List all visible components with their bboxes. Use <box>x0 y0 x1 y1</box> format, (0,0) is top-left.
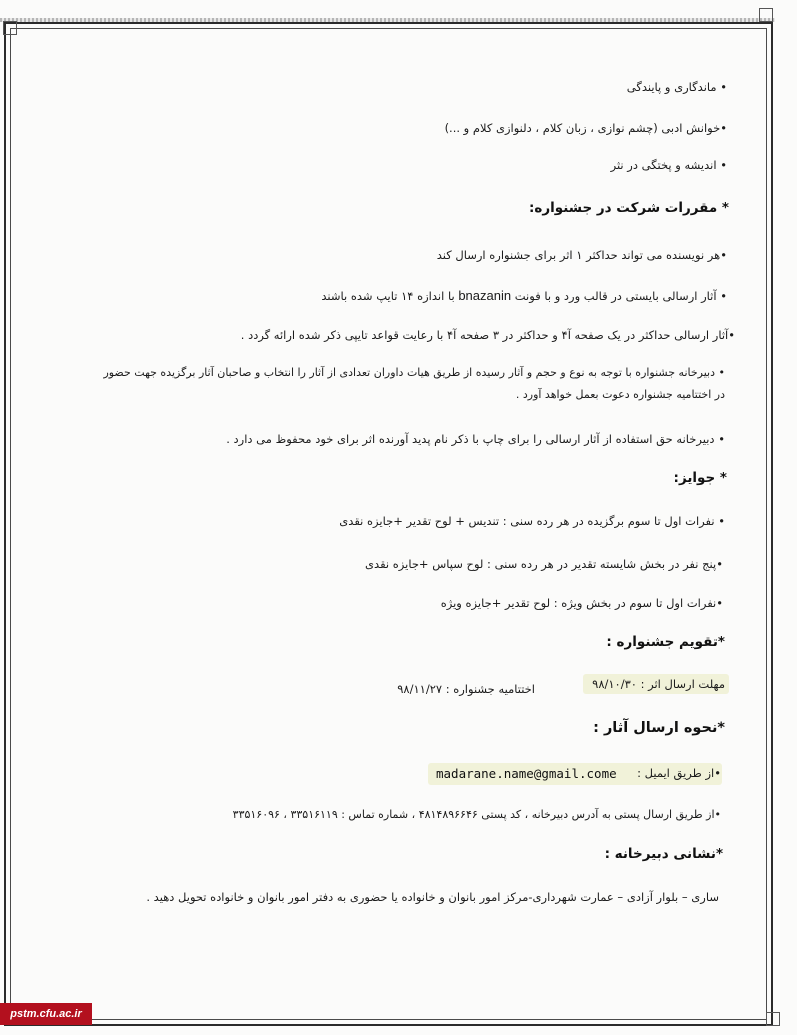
section-heading-calendar: *تقویم جشنواره : <box>606 634 725 650</box>
section-heading-prizes: * جوایز: <box>673 470 727 486</box>
rule-item: • دبیرخانه حق استفاده از آثار ارسالی را برای چاپ با ذکر نام پدید آورنده اثر برای خود محفوظ می دارد . <box>226 432 725 446</box>
bullet-line: • اندیشه و پختگی در نثر <box>610 158 727 172</box>
prize-item: •پنج نفر در بخش شایسته تقدیر در هر رده سنی : لوح سپاس +جایزه نقدی <box>365 557 723 571</box>
rule-item <box>321 288 727 303</box>
section-heading-submission: *نحوه ارسال آثار : <box>593 720 725 736</box>
address-text: ساری – بلوار آزادی – عمارت شهرداری-مرکز امور بانوان و خانواده یا حضوری به دفتر امور بانوان و خانواده تحویل دهید . <box>146 890 719 904</box>
email-label: •از طریق ایمیل : <box>637 766 721 780</box>
rule-item: •آثار ارسالی حداکثر در یک صفحه آ۴ و حداکثر در ۳ صفحه آ۴ با رعایت قواعد تایپی ذکر شده ارائه گردد . <box>240 328 735 342</box>
font-name: bnazanin <box>458 288 512 303</box>
rule-item: • دبیرخانه جشنواره با توجه به نوع و حجم و آثار رسیده از طریق هیات داوران تعدادی از آثار را انتخاب و صاحبان آثار برگزیده جهت حضور <box>103 366 725 379</box>
prize-item: •نفرات اول تا سوم در بخش ویژه : لوح تقدیر +جایزه ویژه <box>440 596 723 610</box>
bullet-line: •خوانش ادبی (چشم نوازی ، زبان کلام ، دلنوازی کلام و ...) <box>444 121 727 135</box>
corner-ornament <box>766 1012 780 1026</box>
rule-item-continuation: در اختتامیه جشنواره دعوت بعمل خواهد آورد . <box>515 388 725 401</box>
section-heading-rules: * مقررات شرکت در جشنواره: <box>528 200 729 216</box>
rule-item: •هر نویسنده می تواند حداکثر ۱ اثر برای جشنواره ارسال کند <box>436 248 727 262</box>
deadline-text: مهلت ارسال اثر : ۹۸/۱۰/۳۰ <box>592 677 725 691</box>
section-heading-address: *نشانی دبیرخانه : <box>604 846 723 862</box>
rule-item-text: • آثار ارسالی بایستی در قالب ورد و با فونت <box>514 289 727 303</box>
bullet-line: • ماندگاری و پایندگی <box>626 80 727 94</box>
corner-ornament <box>759 8 773 22</box>
corner-ornament <box>3 21 17 35</box>
site-logo: pstm.cfu.ac.ir <box>0 1003 92 1025</box>
prize-item: • نفرات اول تا سوم برگزیده در هر رده سنی : تندیس + لوح تقدیر +جایزه نقدی <box>339 514 725 528</box>
postal-info: •از طریق ارسال پستی به آدرس دبیرخانه ، کد پستی ۴۸۱۴۸۹۶۶۴۶ ، شماره تماس : ۳۳۵۱۶۱۱۹ ، ۳۳۵۱۶۰۹۶ <box>232 808 721 821</box>
rule-item-text: با اندازه ۱۴ تایپ شده باشند <box>321 289 455 303</box>
closing-date-text: اختتامیه جشنواره : ۹۸/۱۱/۲۷ <box>397 682 535 696</box>
email-address: madarane.name@gmail.come <box>436 766 617 781</box>
